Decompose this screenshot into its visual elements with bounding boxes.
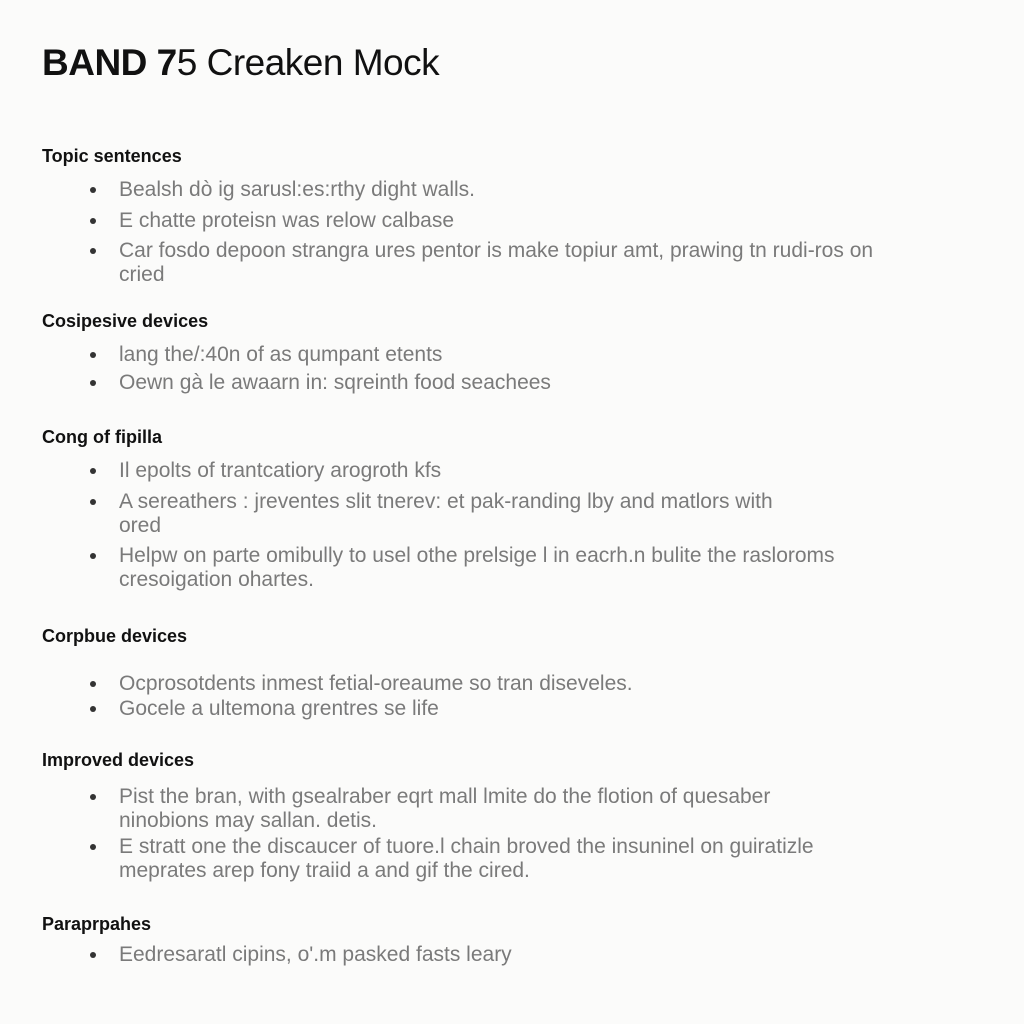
section-heading: Topic sentences bbox=[42, 146, 182, 166]
list-item-text: Ocprosotdents inmest fetial-oreaume so tran diseveles. bbox=[119, 672, 633, 695]
list-item bbox=[90, 343, 442, 367]
list-item-text: Pist the bran, with gsealraber eqrt mall lmite do the flotion of quesaber bbox=[119, 785, 771, 808]
list-item bbox=[90, 672, 633, 696]
list-item-text: Car fosdo depoon strangra ures pentor is make topiur amt, prawing tn rudi-ros on bbox=[119, 239, 874, 262]
list-item-text: lang the/:40n of as qumpant etents bbox=[119, 343, 443, 366]
list-item bbox=[90, 459, 441, 483]
list-item bbox=[90, 490, 773, 538]
list-item-text: cresoigation ohartes. bbox=[119, 568, 314, 591]
list-item-text: Helpw on parte omibully to usel othe prelsige l in eacrh.n bulite the rasloroms bbox=[119, 544, 835, 567]
list-item bbox=[90, 544, 835, 592]
bullet-icon bbox=[90, 952, 96, 958]
bullet-icon bbox=[90, 352, 96, 358]
section-heading: Corpbue devices bbox=[42, 626, 188, 646]
bullet-icon bbox=[90, 681, 96, 687]
list-item bbox=[90, 785, 770, 833]
title-rest: 5 Creaken Mock bbox=[176, 42, 440, 83]
bullet-icon bbox=[90, 794, 96, 800]
section-heading: Cong of fipilla bbox=[42, 427, 162, 447]
section-heading: Improved devices bbox=[42, 750, 195, 770]
bullet-icon bbox=[90, 187, 96, 193]
list-item-text: Eedresaratl cipins, o'.m pasked fasts leary bbox=[119, 943, 512, 966]
title-bold: BAND 7 bbox=[42, 42, 177, 83]
list-item-text: Gocele a ultemona grentres se life bbox=[119, 697, 439, 720]
list-item-text: E stratt one the discaucer of tuore.l chain broved the insuninel on guiratizle bbox=[119, 835, 814, 858]
list-item bbox=[90, 239, 873, 287]
list-item-text: meprates arep fony traiid a and gif the cired. bbox=[119, 859, 530, 882]
list-item bbox=[90, 697, 439, 721]
bullet-icon bbox=[90, 706, 96, 712]
list-item-text: ored bbox=[119, 514, 162, 537]
list-item-text: E chatte proteisn was relow calbase bbox=[119, 209, 455, 232]
list-item-text: Oewn gà le awaarn in: sqreinth food seachees bbox=[119, 371, 551, 394]
list-item-text: cried bbox=[119, 263, 165, 286]
section-heading: Cosipesive devices bbox=[42, 311, 209, 331]
bullet-icon bbox=[90, 248, 96, 254]
bullet-icon bbox=[90, 218, 96, 224]
list-item bbox=[90, 209, 454, 233]
bullet-icon bbox=[90, 380, 96, 386]
list-item-text: ninobions may sallan. detis. bbox=[119, 809, 377, 832]
list-item-text: Bealsh dò ig sarusl:es:rthy dight walls. bbox=[119, 178, 476, 201]
bullet-icon bbox=[90, 499, 96, 505]
list-item bbox=[90, 835, 814, 883]
bullet-icon bbox=[90, 844, 96, 850]
bullet-icon bbox=[90, 468, 96, 474]
list-item-text: A sereathers : jreventes slit tnerev: et pak-randing lby and matlors with bbox=[119, 490, 773, 513]
list-item bbox=[90, 371, 551, 395]
section-heading: Paraprpahes bbox=[42, 914, 152, 934]
list-item bbox=[90, 178, 475, 202]
page-title bbox=[42, 42, 439, 84]
list-item bbox=[90, 943, 512, 967]
bullet-icon bbox=[90, 553, 96, 559]
list-item-text: Il epolts of trantcatiory arogroth kfs bbox=[119, 459, 442, 482]
